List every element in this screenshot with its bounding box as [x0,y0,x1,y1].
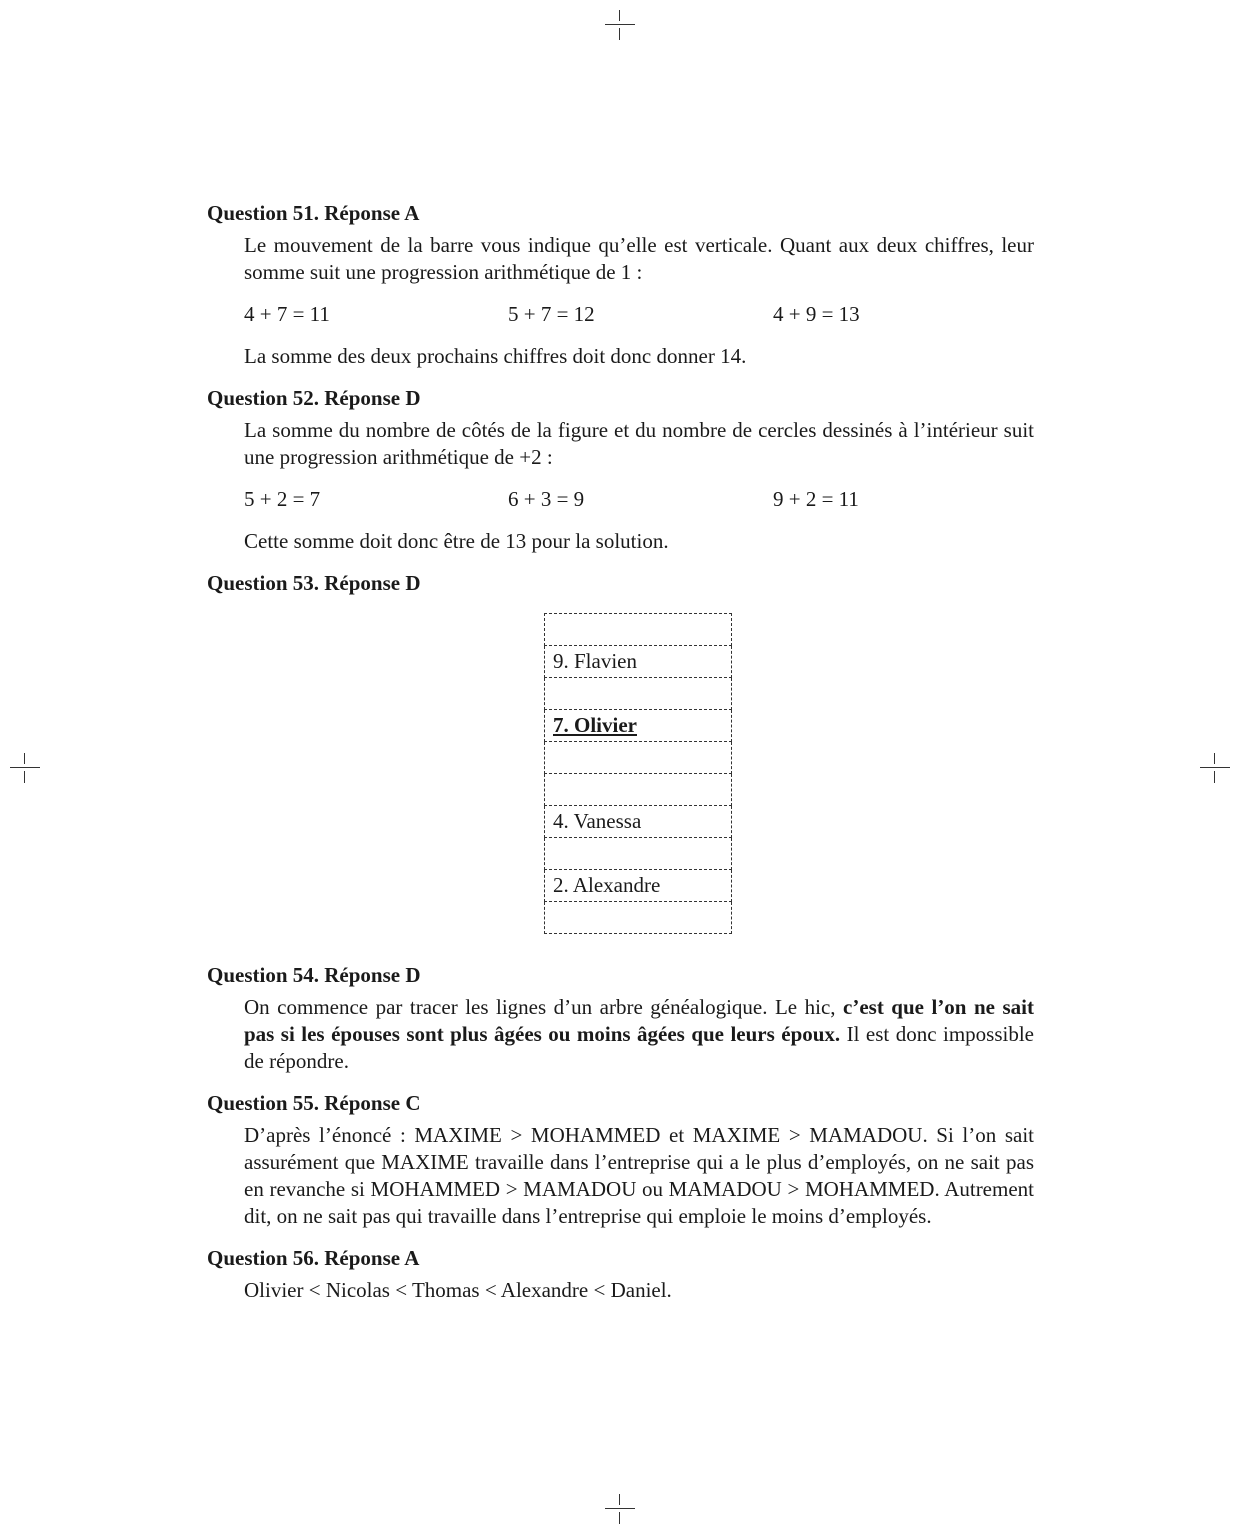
ranking-row [545,678,732,710]
equation: 6 + 3 = 9 [508,487,585,511]
crop-mark-top [605,10,635,40]
question-56 [207,1245,1034,1304]
question-51-equations [244,301,1034,328]
question-54-text [244,994,1034,1075]
ranking-cell [545,742,732,774]
question-54-text-end: Il est donc impossible de répondre. [244,1022,1034,1073]
equation: 5 + 7 = 12 [508,302,595,326]
question-51-title: Question 51. Réponse A [207,201,420,225]
ranking-cell: 9. Flavien [545,646,732,678]
question-55-title: Question 55. Réponse C [207,1091,421,1115]
question-56-text: Olivier < Nicolas < Thomas < Alexandre < Daniel. [244,1278,672,1302]
ranking-cell [545,678,732,710]
ranking-cell: 7. Olivier [545,710,732,742]
question-53-title: Question 53. Réponse D [207,571,421,595]
ranking-cell [545,838,732,870]
question-54-text-emphasis: c’est que l’on ne sait pas si les épouses sont plus âgées ou moins âgées que leurs époux. [244,995,1034,1046]
ranking-row [545,806,732,838]
question-51-conclusion: La somme des deux prochains chiffres doit donc donner 14. [244,344,747,368]
question-54-text-start: On commence par tracer les lignes d’un arbre généalogique. Le hic, [244,995,844,1019]
ranking-cell [545,774,732,806]
question-54-title: Question 54. Réponse D [207,963,421,987]
question-52-conclusion: Cette somme doit donc être de 13 pour la solution. [244,529,669,553]
crop-mark-right [1200,753,1230,783]
equation: 4 + 7 = 11 [244,302,330,326]
ranking-row [545,614,732,646]
question-53 [207,570,1034,934]
ranking-row [545,710,732,742]
question-52 [207,385,1034,555]
equation: 9 + 2 = 11 [773,487,859,511]
ranking-cell [545,614,732,646]
question-55 [207,1090,1034,1230]
question-52-equations [244,486,1034,513]
equation: 5 + 2 = 7 [244,487,321,511]
crop-mark-bottom [605,1494,635,1524]
ranking-cell: 2. Alexandre [545,870,732,902]
crop-mark-left [10,753,40,783]
question-52-title: Question 52. Réponse D [207,386,421,410]
ranking-cell: 4. Vanessa [545,806,732,838]
ranking-row [545,742,732,774]
question-51 [207,200,1034,370]
ranking-cell [545,902,732,934]
ranking-row [545,646,732,678]
page-content [207,200,1034,1319]
question-51-text: Le mouvement de la barre vous indique qu’elle est verticale. Quant aux deux chiffres, leur somme suit une progression arithmétique de 1 : [244,233,1034,284]
ranking-row [545,870,732,902]
ranking-row [545,902,732,934]
equation: 4 + 9 = 13 [773,302,860,326]
question-56-title: Question 56. Réponse A [207,1246,420,1270]
ranking-row [545,774,732,806]
ranking-row [545,838,732,870]
ranking-table [544,613,732,934]
question-52-text: La somme du nombre de côtés de la figure et du nombre de cercles dessinés à l’intérieur suit une progression arithmétique de +2 : [244,418,1034,469]
question-55-text: D’après l’énoncé : MAXIME > MOHAMMED et MAXIME > MAMADOU. Si l’on sait assurément que MAXIME travaille dans l’entreprise qui a le plus d’employés, on ne sait pas en revanche si MOHAMMED > MAMADOU ou MAMADOU > MOHAMMED. Autrement dit, on ne sait pas qui travaille dans l’entreprise qui emploie le moins d’employés. [244,1123,1034,1228]
question-54 [207,962,1034,1075]
